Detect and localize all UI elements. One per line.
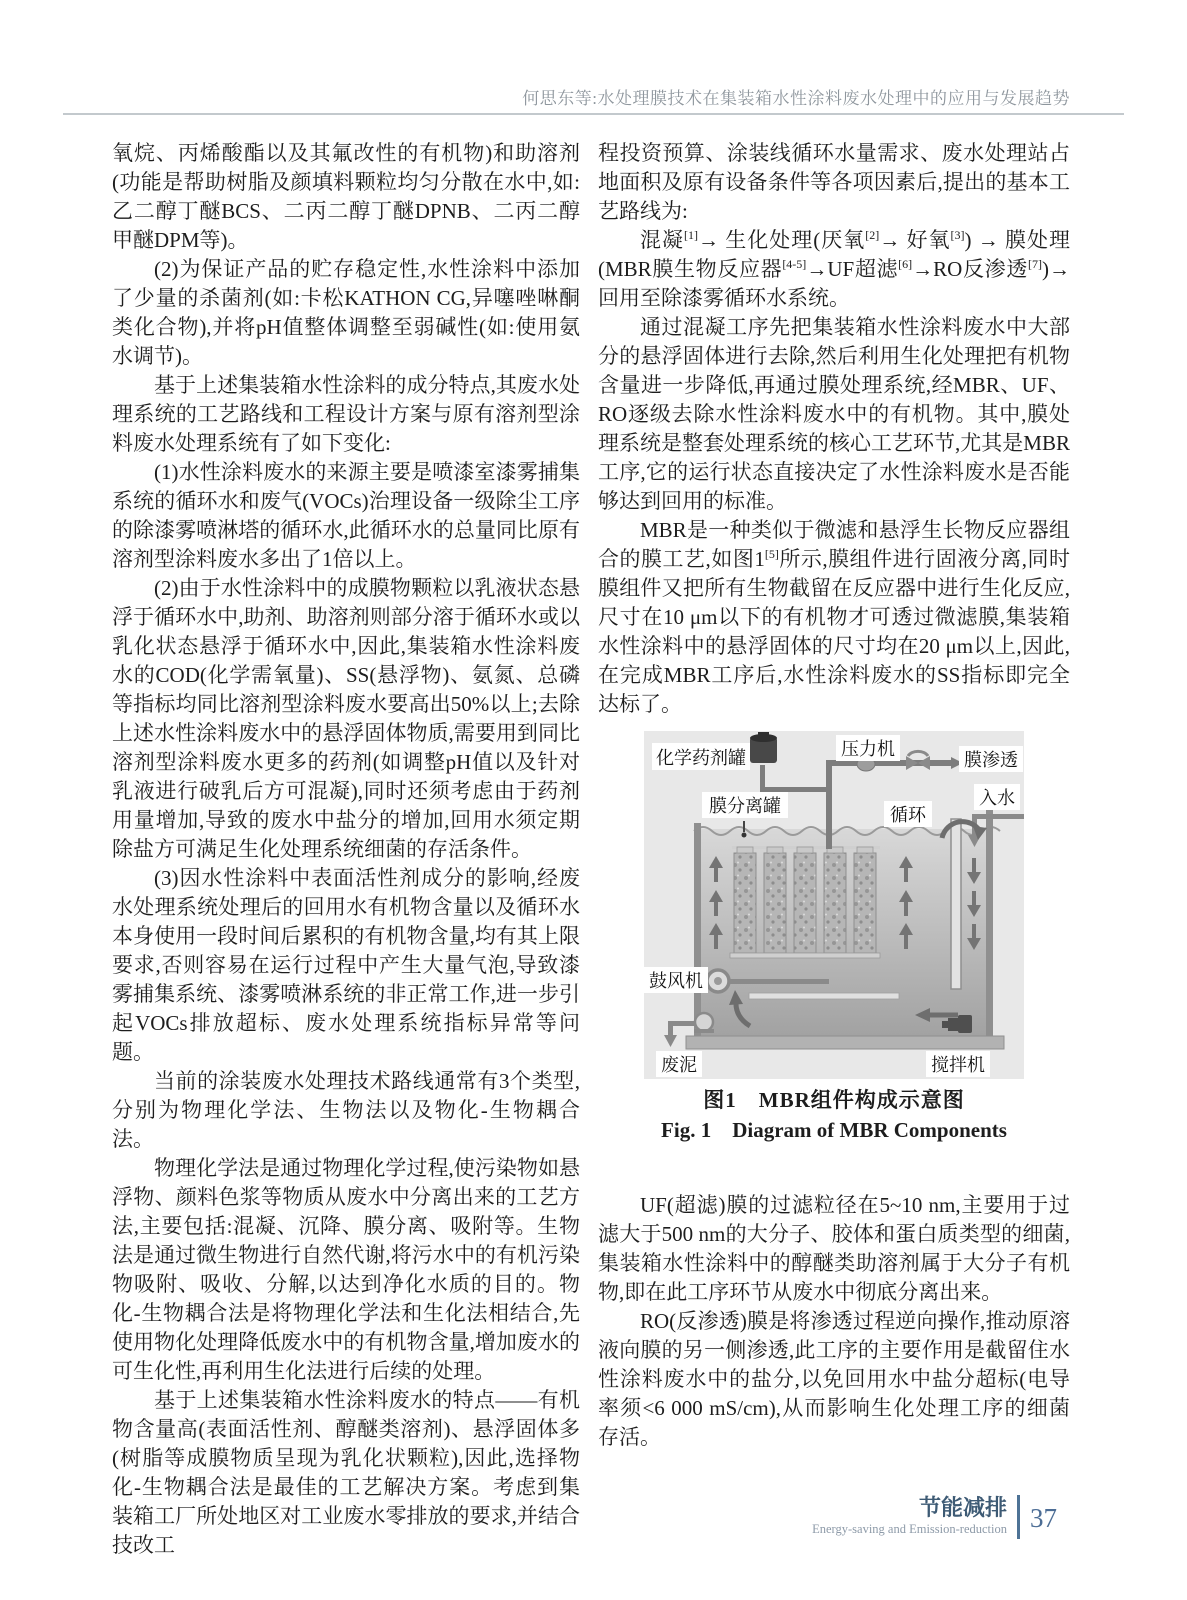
- paragraph: 物理化学法是通过物理化学过程,使污染物如悬浮物、颜料色浆等物质从废水中分离出来的工艺方法,主要包括:混凝、沉降、膜分离、吸附等。生物法是通过微生物进行自然代谢,将污水中的有机污染物吸附、吸收、分解,以达到净化水质的目的。物化-生物耦合法是将物理化学法和生化法相结合,先使用物化处理降低废水中的有机物含量,增加废水的可生化性,再利用生化法进行后续的处理。: [112, 1156, 580, 1383]
- chemical-tank-icon: [750, 732, 777, 763]
- citation-ref: [5]: [764, 547, 779, 561]
- left-column: [112, 139, 580, 1560]
- citation-ref: [6]: [898, 257, 913, 271]
- tank-right-wall: [986, 805, 993, 1039]
- page-number: 37: [1030, 1502, 1057, 1533]
- label-separation-tank: [702, 792, 788, 818]
- route-segment: →RO反渗透: [912, 257, 1028, 281]
- paragraph: (3)因水性涂料中表面活性剂成分的影响,经废水处理系统处理后的回用水有机物含量以及循环水本身使用一段时间后累积的有机物含量,均有其上限要求,否则容易在运行过程中产生大量气泡,导致漆雾捕集系统、漆雾喷淋系统的非正常工作,进一步引起VOCs排放超标、废水处理系统指标异常等问题。: [112, 866, 580, 1064]
- suction-pipe: [826, 760, 832, 849]
- mbr-diagram-image: [644, 731, 1024, 1079]
- route-segment: 混凝: [640, 228, 684, 252]
- paragraph: 基于上述集装箱水性涂料的成分特点,其废水处理系统的工艺路线和工程设计方案与原有溶剂型涂料废水处理系统有了如下变化:: [112, 373, 580, 455]
- label-blower: [644, 967, 708, 993]
- text-segment: MBR是一种类似于微滤和悬浮生长物反应器组合的膜工艺,如图1: [598, 518, 1070, 571]
- tank-base: [686, 1036, 1004, 1049]
- page-footer: [812, 1495, 1057, 1539]
- route-segment: → 好氧: [879, 228, 951, 252]
- journal-name-cn: 节能减排: [918, 1495, 1007, 1520]
- paragraph: UF(超滤)膜的过滤粒径在5~10 nm,主要用于过滤大于500 nm的大分子、胶体和蛋白质类型的细菌,集装箱水性涂料中的醇醚类助溶剂属于大分子有机物,即在此工序环节从废水中彻底分离出来。: [598, 1193, 1070, 1304]
- label-pressure-machine: [836, 735, 900, 761]
- journal-name-block: [812, 1496, 1017, 1538]
- svg-text:膜分离罐: 膜分离罐: [709, 796, 781, 816]
- inlet-pipe: [976, 814, 1024, 819]
- label-chemical-tank: [652, 743, 750, 770]
- label-water-inlet: [974, 784, 1020, 810]
- figure-1: [598, 731, 1070, 1145]
- svg-text:膜渗透: 膜渗透: [964, 750, 1018, 770]
- riser-pipe: [951, 819, 961, 989]
- tank-left-wall: [694, 823, 701, 1039]
- paragraph: RO(反渗透)膜是将渗透过程逆向操作,推动原溶液向膜的另一侧渗透,此工序的主要作用是截留住水性涂料废水中的盐分,以免回用水中盐分超标(电导率须<6 000 mS/cm),从而影响生化处理工序的细菌存活。: [598, 1309, 1070, 1449]
- mbr-diagram-svg: [644, 731, 1024, 1079]
- citation-ref: [7]: [1027, 257, 1042, 271]
- label-mixer: [926, 1051, 990, 1077]
- text-segment: 所示,膜组件进行固液分离,同时膜组件又把所有生物截留在反应器中进行生化反应,尺寸在10 μm以下的有机物才可透过微滤膜,集装箱水性涂料中的悬浮固体的尺寸均在20 μm以上,因此,在完成MBR工序后,水性涂料废水的SS指标即完全达标了。: [598, 547, 1071, 716]
- citation-ref: [4-5]: [782, 257, 807, 271]
- diffuser-bar: [749, 993, 899, 999]
- svg-text:搅拌机: 搅拌机: [931, 1055, 985, 1075]
- paragraph: (2)由于水性涂料中的成膜物颗粒以乳液状态悬浮于循环水中,助剂、助溶剂则部分溶于循环水或以乳化状态悬浮于循环水中,因此,集装箱水性涂料废水的COD(化学需氧量)、SS(悬浮物)、氨氮、总磷等指标均同比溶剂型涂料废水要高出50%以上;去除上述水性涂料废水中的悬浮固体物质,需要用到同比溶剂型涂料废水更多的药剂(如调整pH值以及针对乳液进行破乳后方可混凝),同时还须考虑由于药剂用量增加,导致的废水中盐分的增加,回用水须定期除盐方可满足生化处理系统细菌的存活条件。: [112, 576, 580, 861]
- svg-text:化学药剂罐: 化学药剂罐: [656, 748, 746, 768]
- figure-caption-en: Fig. 1 Diagram of MBR Components: [661, 1118, 1007, 1142]
- svg-text:入水: 入水: [979, 788, 1015, 808]
- paragraph: 当前的涂装废水处理技术路线通常有3个类型,分别为物理化学法、生物法以及物化-生物耦合法。: [112, 1069, 580, 1151]
- svg-text:废泥: 废泥: [661, 1055, 697, 1075]
- figure-caption-cn: 图1 MBR组件构成示意图: [703, 1088, 965, 1112]
- paragraph: 通过混凝工序先把集装箱水性涂料废水中大部分的悬浮固体进行去除,然后利用生化处理把有机物含量进一步降低,再通过膜处理系统,经MBR、UF、RO逐级去除水性涂料废水中的有机物。其中,膜处理系统是整套处理系统的核心工艺环节,尤其是MBR工序,它的运行状态直接决定了水性涂料废水是否能够达到回用的标准。: [598, 315, 1070, 513]
- svg-text:循环: 循环: [890, 805, 926, 825]
- paragraph: 氧烷、丙烯酸酯以及其氟改性的有机物)和助溶剂(功能是帮助树脂及颜填料颗粒均匀分散在水中,如:乙二醇丁醚BCS、二丙二醇丁醚DPNB、二丙二醇甲醚DPM等)。: [112, 141, 580, 252]
- paragraph: (1)水性涂料废水的来源主要是喷漆室漆雾捕集系统的循环水和废气(VOCs)治理设备一级除尘工序的除漆雾喷淋塔的循环水,此循环水的总量同比原有溶剂型涂料废水多出了1倍以上。: [112, 460, 580, 571]
- svg-text:压力机: 压力机: [841, 739, 895, 759]
- running-head: 何思东等:水处理膜技术在集装箱水性涂料废水处理中的应用与发展趋势: [522, 89, 1070, 108]
- label-circulation: [884, 801, 932, 827]
- route-segment: )→回用至除漆雾循环水系统。: [598, 257, 1070, 310]
- svg-text:鼓风机: 鼓风机: [649, 971, 703, 991]
- citation-ref: [3]: [950, 228, 965, 242]
- paragraph: (2)为保证产品的贮存稳定性,水性涂料中添加了少量的杀菌剂(如:卡松KATHON CG,异噻唑啉酮类化合物),并将pH值整体调整至弱碱性(如:使用氨水调节)。: [112, 257, 580, 368]
- citation-ref: [1]: [684, 228, 698, 242]
- route-segment: ) → 膜处理(MBR膜生物反应器: [598, 228, 1070, 281]
- process-route-line: [598, 226, 1070, 313]
- citation-ref: [2]: [865, 228, 880, 242]
- mbr-paragraph: [598, 516, 1070, 719]
- paragraph: 基于上述集装箱水性涂料废水的特点——有机物含量高(表面活性剂、醇醚类溶剂)、悬浮固体多(树脂等成膜物质呈现为乳化状颗粒),因此,选择物化-生物耦合法是最佳的工艺解决方案。考虑到集装箱工厂所处地区对工业废水零排放的要求,并结合技改工: [112, 1388, 580, 1557]
- route-segment: →UF超滤: [806, 257, 899, 281]
- paragraph: 程投资预算、涂装线循环水量需求、废水处理站占地面积及原有设备条件等各项因素后,提出的基本工艺路线为:: [598, 141, 1070, 223]
- journal-name-en: Energy-saving and Emission-reduction: [812, 1522, 1007, 1536]
- label-membrane-permeate: [959, 746, 1023, 772]
- figure-caption: [598, 1085, 1070, 1145]
- membrane-modules: [730, 846, 880, 958]
- header-rule: [63, 113, 1124, 115]
- route-segment: → 生化处理(厌氧: [698, 228, 866, 252]
- label-waste-sludge: [656, 1051, 702, 1077]
- right-column: [598, 139, 1070, 1452]
